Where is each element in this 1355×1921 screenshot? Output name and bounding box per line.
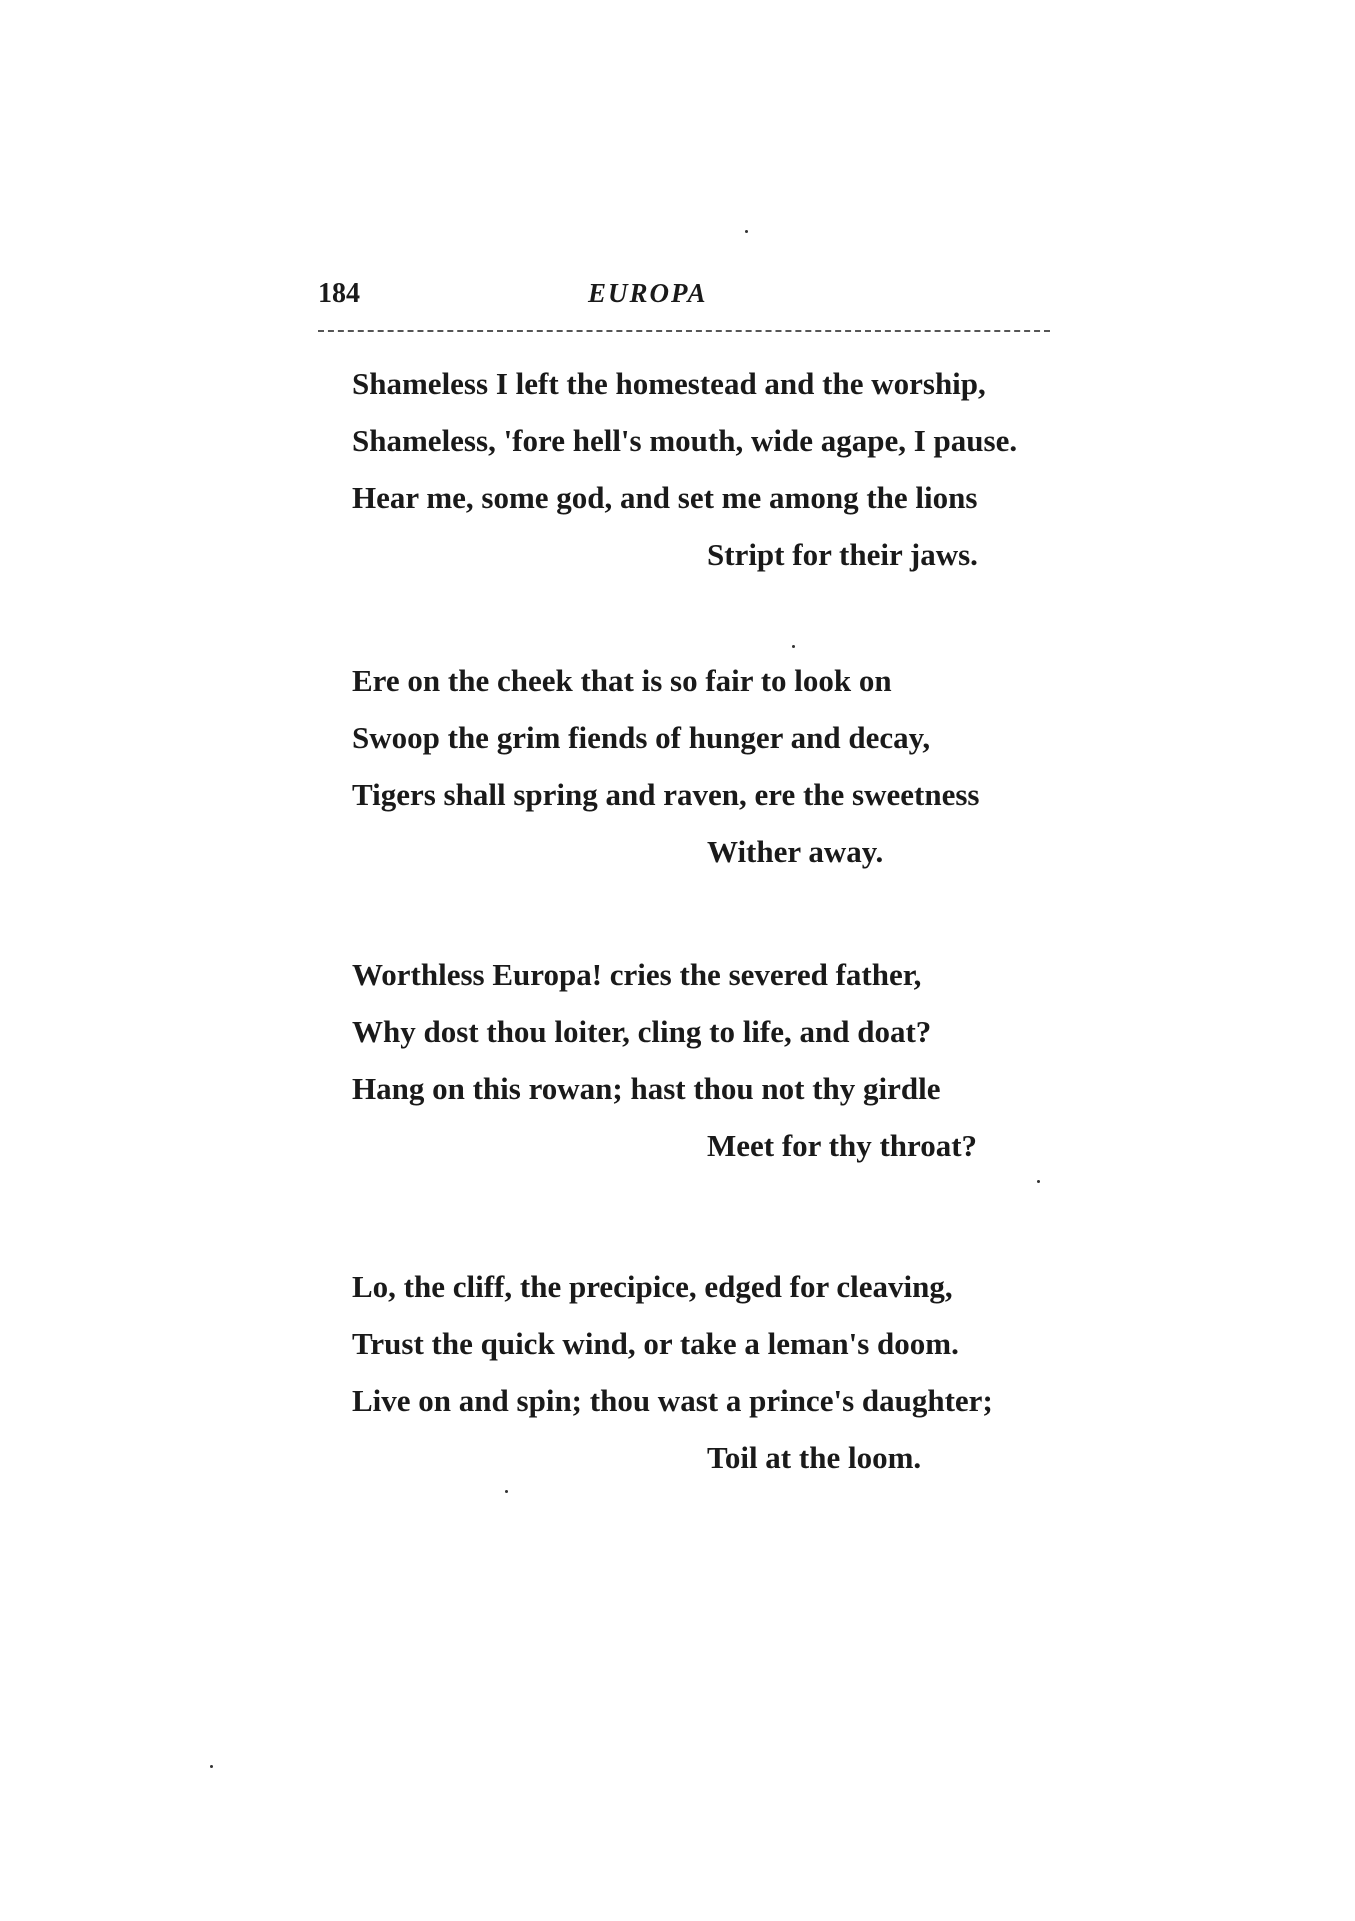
stanza [352, 355, 1072, 583]
verse-line: Meet for thy throat? [707, 1128, 978, 1163]
verse-line: Toil at the loom. [707, 1440, 922, 1475]
verse-line: Live on and spin; thou wast a prince's daughter; [352, 1383, 993, 1418]
stanza [352, 1258, 1072, 1486]
stanza [352, 652, 1072, 880]
header-rule [318, 330, 1050, 332]
verse-line: Why dost thou loiter, cling to life, and doat? [352, 1014, 932, 1049]
page-number: 184 [318, 278, 360, 309]
verse-line: Wither away. [707, 834, 884, 869]
verse-line: Shameless, 'fore hell's mouth, wide agape, I pause. [352, 423, 1018, 458]
scan-speck [745, 230, 748, 233]
verse-line: Shameless I left the homestead and the worship, [352, 366, 986, 401]
stanza [352, 946, 1072, 1174]
verse-line: Worthless Europa! cries the severed father, [352, 957, 922, 992]
verse-line: Trust the quick wind, or take a leman's doom. [352, 1326, 959, 1361]
running-title: EUROPA [588, 278, 708, 308]
scan-speck [210, 1765, 213, 1768]
verse-line: Lo, the cliff, the precipice, edged for cleaving, [352, 1269, 953, 1304]
scan-speck [792, 645, 795, 648]
scan-speck [1037, 1180, 1040, 1183]
verse-line: Ere on the cheek that is so fair to look on [352, 663, 892, 698]
verse-line: Hang on this rowan; hast thou not thy girdle [352, 1071, 941, 1106]
verse-line: Tigers shall spring and raven, ere the sweetness [352, 777, 980, 812]
verse-line: Swoop the grim fiends of hunger and decay, [352, 720, 931, 755]
verse-line: Hear me, some god, and set me among the lions [352, 480, 978, 515]
scan-speck [505, 1490, 508, 1493]
verse-line: Stript for their jaws. [707, 537, 978, 572]
